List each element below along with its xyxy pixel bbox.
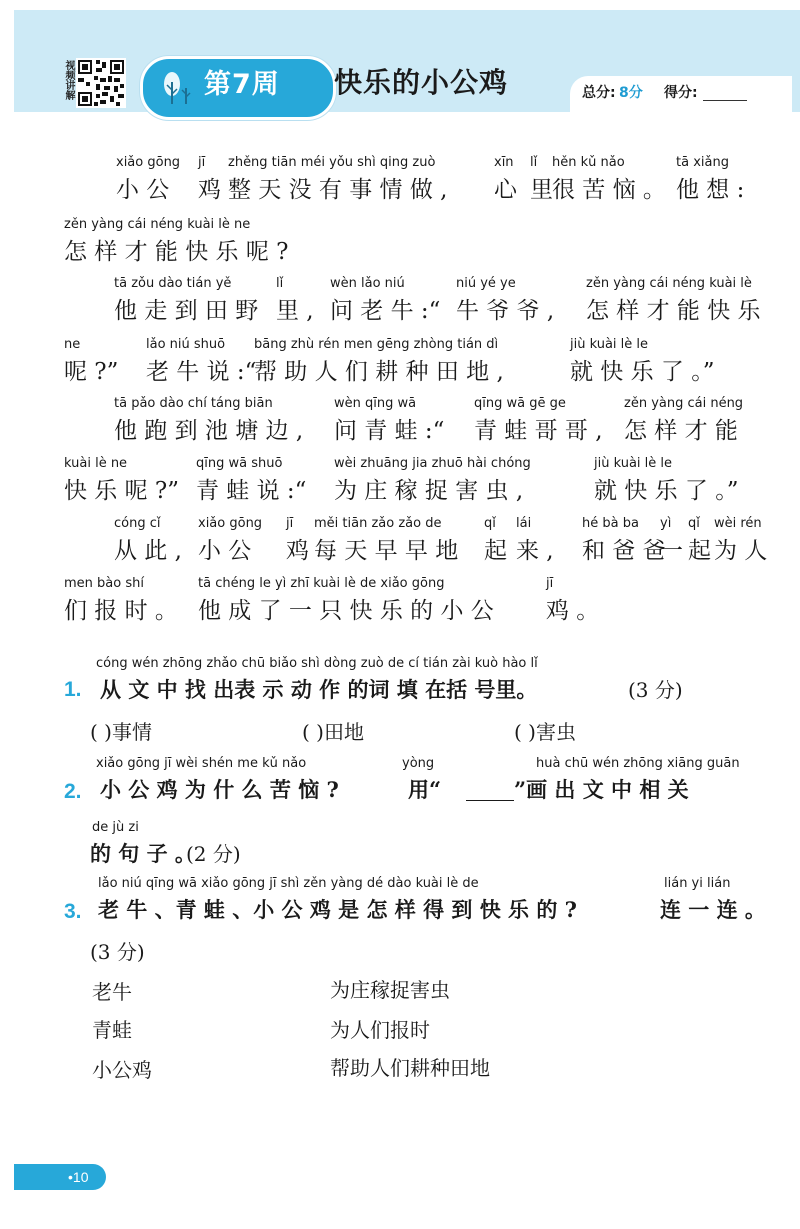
pinyin: xīn bbox=[494, 155, 514, 170]
pinyin: hé bà ba bbox=[582, 516, 639, 531]
pinyin: qǐ bbox=[688, 516, 700, 531]
match-left-2[interactable]: 青蛙 bbox=[92, 1018, 132, 1042]
pinyin: lǎo niú shuō bbox=[146, 337, 226, 352]
hanzi: 一 bbox=[660, 538, 683, 564]
hanzi: 青 蛙 哥 哥 , bbox=[474, 418, 603, 444]
q2-prompt-d: 的 句 子 。 bbox=[90, 841, 196, 866]
pinyin: zěn yàng cái néng kuài lè bbox=[586, 276, 752, 291]
question-number-3: 3. bbox=[64, 900, 82, 923]
q1-prompt: 从 文 中 找 出表 示 动 作 的词 填 在括 号里。 bbox=[100, 677, 538, 702]
pinyin: xiǎo gōng bbox=[198, 516, 263, 531]
hanzi: 心 bbox=[494, 177, 517, 203]
hanzi: 为 人 bbox=[714, 538, 768, 564]
q3-pinyin-b: lián yi lián bbox=[664, 876, 731, 891]
pinyin: lái bbox=[516, 516, 532, 531]
pinyin: jiù kuài lè le bbox=[594, 456, 673, 471]
hanzi: 们 报 时 。 bbox=[64, 598, 178, 624]
question-number-2: 2. bbox=[64, 780, 82, 803]
pinyin: lǐ bbox=[276, 276, 284, 291]
hanzi: 怎 样 才 能 快 乐 呢 ? bbox=[64, 239, 289, 265]
q2-prompt-b: 用“ bbox=[408, 777, 442, 802]
pinyin: zěn yàng cái néng kuài lè ne bbox=[64, 217, 251, 232]
hanzi: 快 乐 呢 ?” bbox=[64, 478, 180, 504]
pinyin: cóng cǐ bbox=[114, 516, 161, 531]
match-left-3[interactable]: 小公鸡 bbox=[92, 1058, 152, 1082]
pinyin: bāng zhù rén men gēng zhòng tián dì bbox=[254, 337, 499, 352]
question-number-1: 1. bbox=[64, 678, 82, 701]
hanzi: 鸡 bbox=[198, 177, 221, 203]
match-right-3[interactable]: 帮助人们耕种田地 bbox=[330, 1056, 490, 1080]
qr-code[interactable] bbox=[76, 58, 126, 108]
pinyin: qīng wā shuō bbox=[196, 456, 283, 471]
pinyin: tā chéng le yì zhī kuài lè de xiǎo gōng bbox=[198, 576, 445, 591]
qr-code-icon bbox=[76, 58, 126, 108]
q1-blank-3[interactable]: ( )害虫 bbox=[514, 720, 576, 744]
q2-pinyin-b: yòng bbox=[402, 756, 435, 771]
pinyin: jī bbox=[546, 576, 554, 591]
q1-blank-2[interactable]: ( )田地 bbox=[302, 720, 364, 744]
hanzi: 起 bbox=[688, 538, 711, 564]
hanzi: 每 天 早 早 地 bbox=[314, 538, 459, 564]
score-label: 得分: bbox=[664, 85, 698, 101]
pinyin: tā zǒu dào tián yě bbox=[114, 276, 232, 291]
trees-icon bbox=[158, 68, 198, 108]
hanzi: 来 , bbox=[516, 538, 554, 564]
q1-points: (3 分) bbox=[628, 678, 683, 702]
q2-prompt-a: 小 公 鸡 为 什 么 苦 恼 ? bbox=[100, 777, 339, 802]
match-left-1[interactable]: 老牛 bbox=[92, 980, 132, 1004]
q2-pinyin-a: xiǎo gōng jī wèi shén me kǔ nǎo bbox=[96, 756, 307, 771]
pinyin: hěn kǔ nǎo bbox=[552, 155, 625, 170]
hanzi: 鸡 bbox=[286, 538, 309, 564]
q2-points: (2 分) bbox=[186, 842, 241, 866]
pinyin: qǐ bbox=[484, 516, 496, 531]
pinyin: jiù kuài lè le bbox=[570, 337, 649, 352]
pinyin: wèi zhuāng jia zhuō hài chóng bbox=[334, 456, 531, 471]
pinyin: ne bbox=[64, 337, 81, 352]
hanzi: 整 天 没 有 事 情 做 , bbox=[228, 177, 448, 203]
qr-video-label: 视频讲解 bbox=[63, 60, 74, 100]
q3-pinyin-a: lǎo niú qīng wā xiǎo gōng jī shì zěn yàng dé dào kuài lè de bbox=[98, 876, 479, 891]
hanzi: 牛 爷 爷 , bbox=[456, 298, 555, 324]
q2-pinyin-c: huà chū wén zhōng xiāng guān bbox=[536, 756, 740, 771]
page-title: 快乐的小公鸡 bbox=[334, 66, 509, 99]
pinyin: tā pǎo dào chí táng biān bbox=[114, 396, 273, 411]
hanzi: 从 此 , bbox=[114, 538, 182, 564]
hanzi: 鸡 。 bbox=[546, 598, 600, 624]
pinyin: niú yé ye bbox=[456, 276, 516, 291]
q3-prompt: 老 牛 、青 蛙 、小 公 鸡 是 怎 样 得 到 快 乐 的 ? bbox=[98, 897, 577, 922]
hanzi: 里 , bbox=[276, 298, 314, 324]
hanzi: 小 公 bbox=[198, 538, 252, 564]
week-label: 第7周 bbox=[204, 69, 280, 100]
hanzi: 老 牛 说 :“ bbox=[146, 359, 257, 385]
pinyin: lǐ bbox=[530, 155, 538, 170]
underline-sample bbox=[466, 800, 514, 801]
q1-pinyin: cóng wén zhōng zhǎo chū biǎo shì dòng zuò de cí tián zài kuò hào lǐ bbox=[96, 656, 538, 671]
pinyin: xiǎo gōng bbox=[116, 155, 181, 170]
match-right-2[interactable]: 为人们报时 bbox=[330, 1018, 430, 1042]
hanzi: 怎 样 才 能 bbox=[624, 418, 738, 444]
hanzi: 就 快 乐 了 。” bbox=[570, 359, 715, 385]
pinyin: měi tiān zǎo zǎo de bbox=[314, 516, 442, 531]
hanzi: 帮 助 人 们 耕 种 田 地 , bbox=[254, 359, 504, 385]
hanzi: 问 老 牛 :“ bbox=[330, 298, 441, 324]
pinyin: wèn lǎo niú bbox=[330, 276, 405, 291]
pinyin: yì bbox=[660, 516, 672, 531]
hanzi: 和 爸 爸 bbox=[582, 538, 666, 564]
hanzi: 就 快 乐 了 。” bbox=[594, 478, 739, 504]
q2-prompt-c: ”画 出 文 中 相 关 bbox=[514, 777, 689, 802]
hanzi: 怎 样 才 能 快 乐 bbox=[586, 298, 761, 324]
total-score-label: 总分: bbox=[582, 85, 616, 101]
q2-pinyin-d: de jù zi bbox=[92, 820, 139, 835]
pinyin: jī bbox=[286, 516, 294, 531]
pinyin: wèn qīng wā bbox=[334, 396, 417, 411]
hanzi: 为 庄 稼 捉 害 虫 , bbox=[334, 478, 524, 504]
hanzi: 小 公 bbox=[116, 177, 170, 203]
pinyin: kuài lè ne bbox=[64, 456, 128, 471]
hanzi: 里 bbox=[530, 177, 553, 203]
q3-points: (3 分) bbox=[90, 940, 145, 964]
pinyin: tā xiǎng bbox=[676, 155, 729, 170]
hanzi: 问 青 蛙 :“ bbox=[334, 418, 445, 444]
hanzi: 起 bbox=[484, 538, 507, 564]
score-input-line[interactable] bbox=[703, 100, 747, 101]
hanzi: 很 苦 恼 。 bbox=[552, 177, 666, 203]
hanzi: 他 跑 到 池 塘 边 , bbox=[114, 418, 304, 444]
hanzi: 青 蛙 说 :“ bbox=[196, 478, 307, 504]
hanzi: 他 想 : bbox=[676, 177, 745, 203]
match-right-1[interactable]: 为庄稼捉害虫 bbox=[330, 978, 450, 1002]
hanzi: 他 走 到 田 野 bbox=[114, 298, 259, 324]
page-number-badge bbox=[14, 1164, 106, 1190]
total-score-value: 8分 bbox=[619, 85, 643, 101]
pinyin: men bào shí bbox=[64, 576, 144, 591]
q3-prompt-b: 连 一 连 。 bbox=[660, 897, 766, 922]
q1-blank-1[interactable]: ( )事情 bbox=[90, 720, 152, 744]
pinyin: zhěng tiān méi yǒu shì qing zuò bbox=[228, 155, 436, 170]
pinyin: zěn yàng cái néng bbox=[624, 396, 744, 411]
pinyin: jī bbox=[198, 155, 206, 170]
hanzi: 他 成 了 一 只 快 乐 的 小 公 bbox=[198, 598, 494, 624]
pinyin: wèi rén bbox=[714, 516, 762, 531]
page-number: •10 bbox=[68, 1169, 89, 1185]
pinyin: qīng wā gē ge bbox=[474, 396, 566, 411]
hanzi: 呢 ?” bbox=[64, 359, 119, 385]
